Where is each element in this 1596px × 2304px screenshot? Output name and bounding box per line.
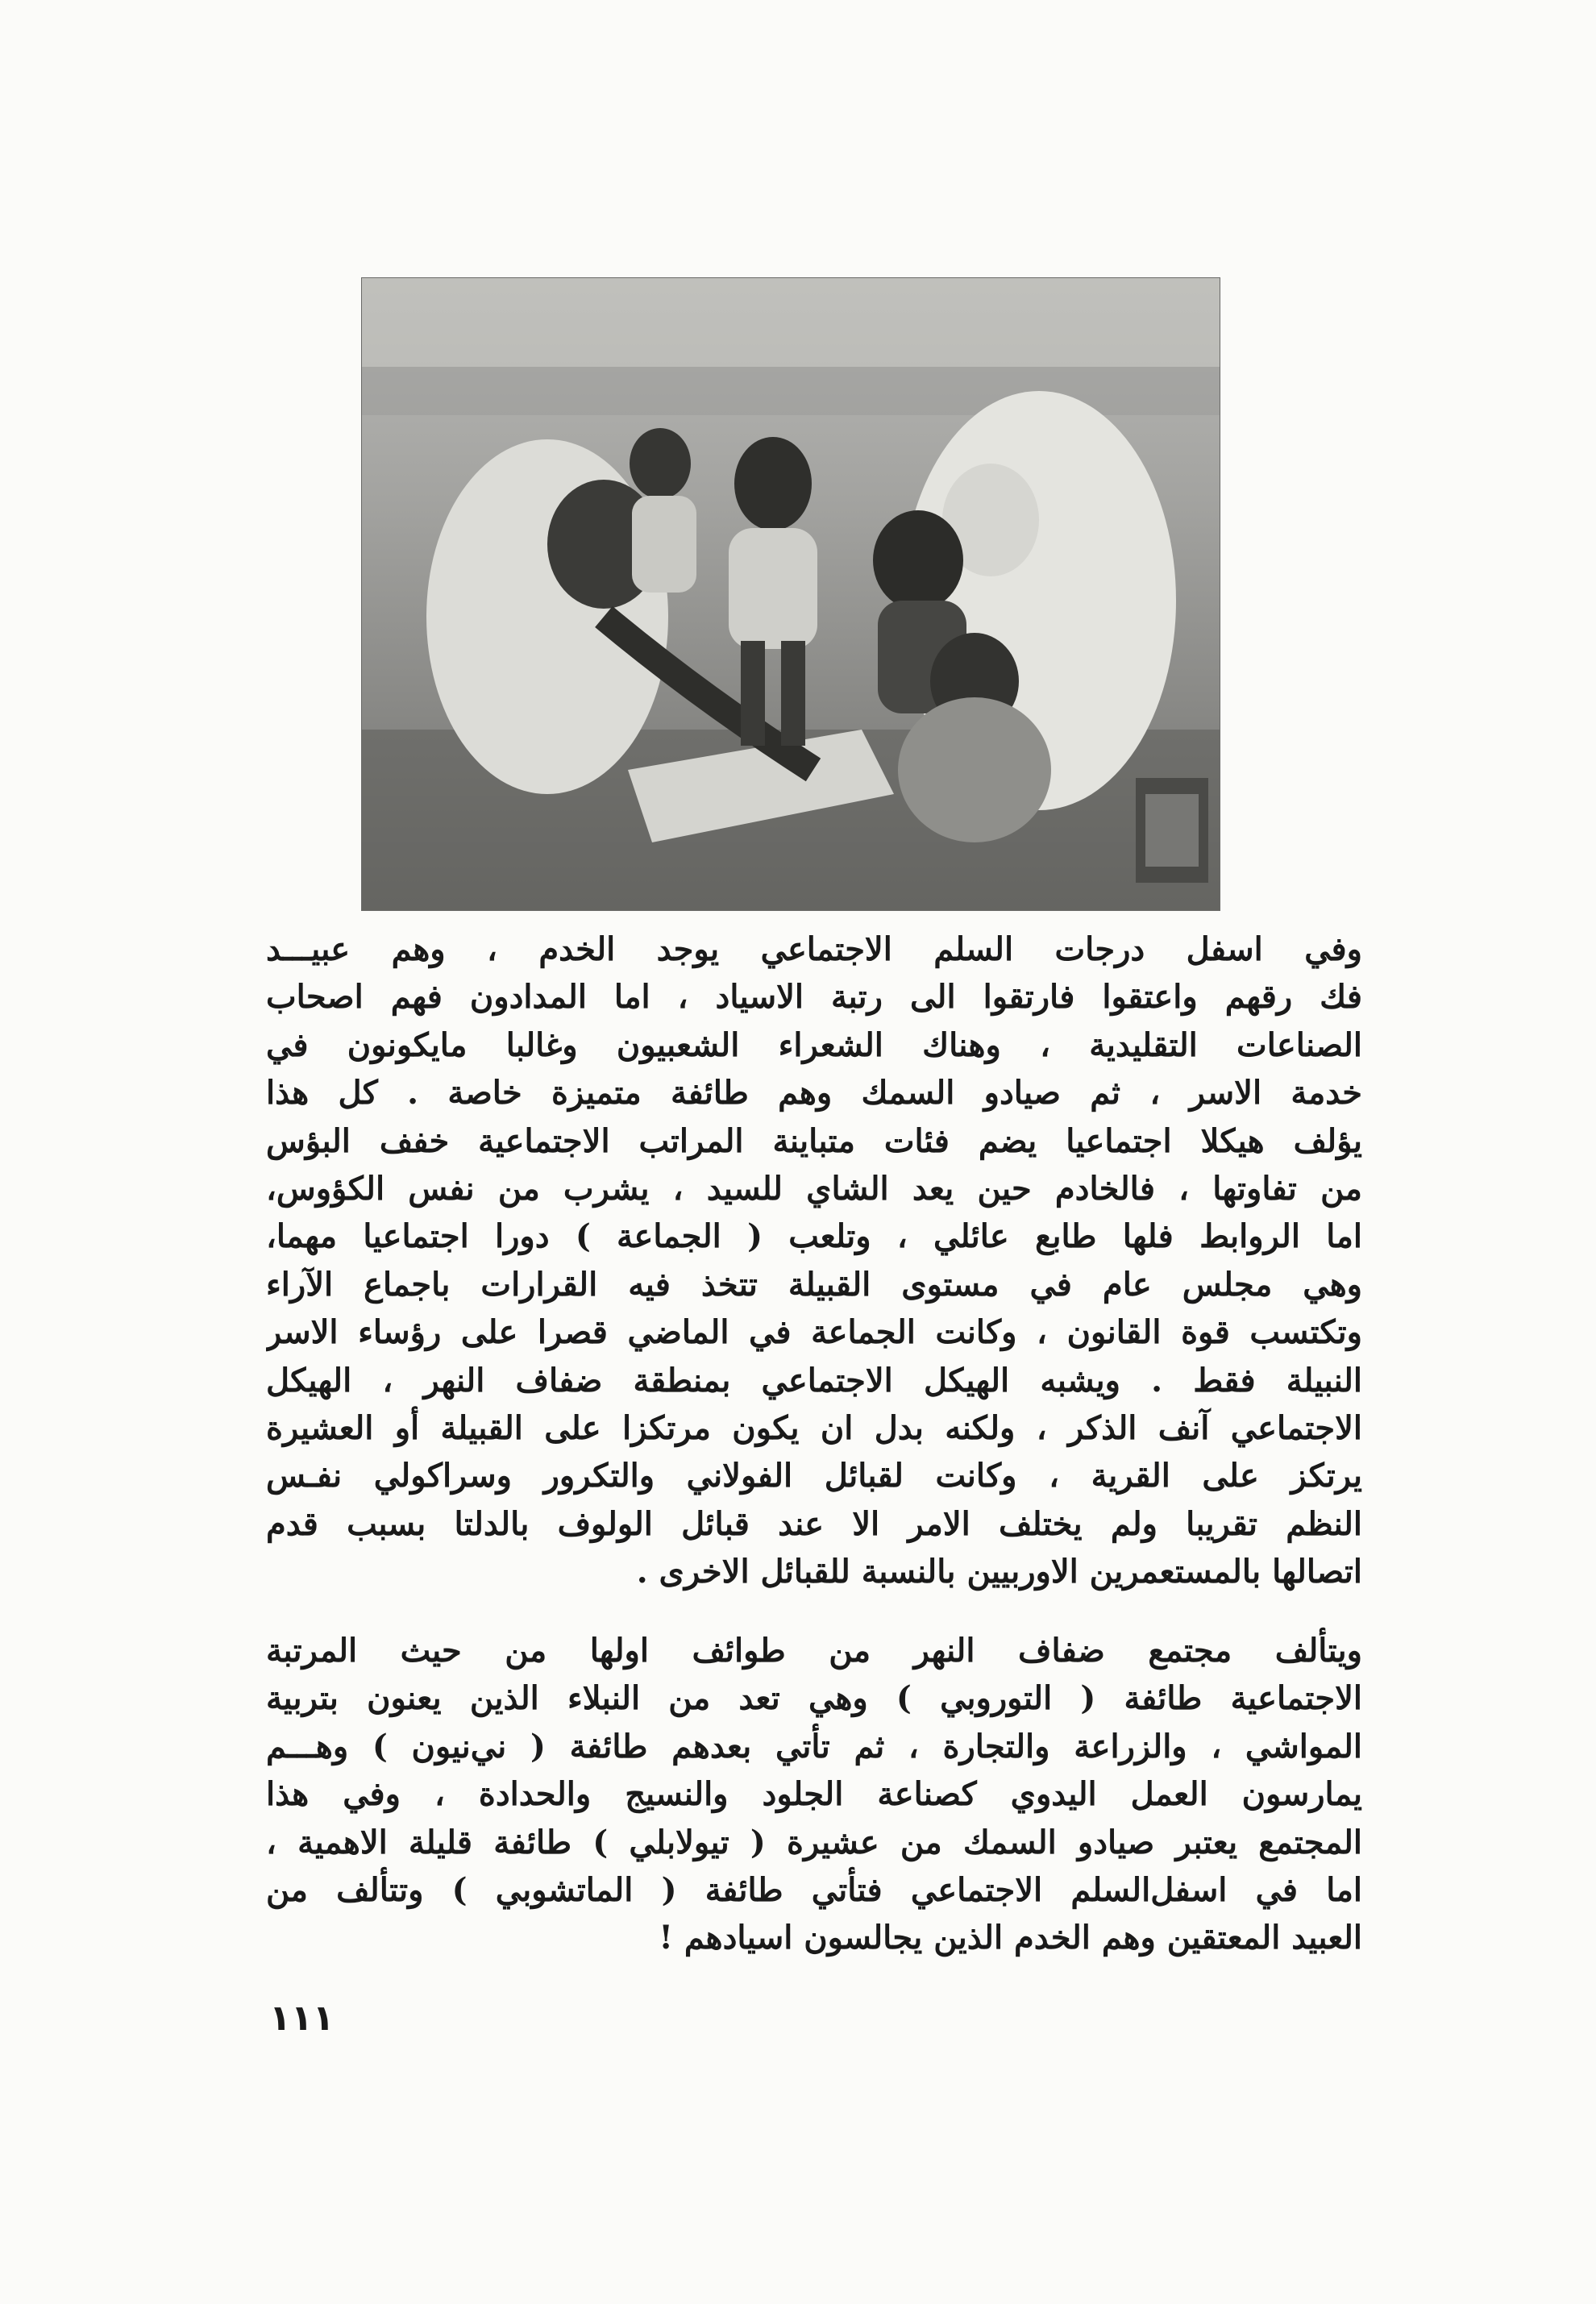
paragraph-1-line: فك رقهم واعتقوا فارتقوا الى رتبة الاسياد ، اما المدادون فهم اصحاب	[266, 978, 1362, 1017]
paragraph-1-line: اتصالها بالمستعمرين الاوربيين بالنسبة للقبائل الاخرى .	[636, 1553, 1362, 1591]
paragraph-2-line: الاجتماعية طائفة ( التوروبي ) وهي تعد من النبلاء الذين يعنون بتربية	[266, 1679, 1362, 1718]
paragraph-1	[266, 925, 1362, 1595]
page-number: ١١١	[269, 1998, 335, 2039]
paragraph-1-line: النظم تقريبا ولم يختلف الامر الا عند قبائل الولوف بالدلتا بسبب قدم	[266, 1504, 1362, 1543]
paragraph-2-line: المجتمع يعتبر صيادو السمك من عشيرة ( تيولابلي ) طائفة قليلة الاهمية ،	[266, 1823, 1362, 1861]
paragraph-1-line: الصناعات التقليدية ، وهناك الشعراء الشعبيون وغالبا مايكونون في	[266, 1025, 1362, 1064]
paragraph-2-line: يمارسون العمل اليدوي كصناعة الجلود والنسيج والحدادة ، وفي هذا	[266, 1775, 1362, 1814]
paragraph-2-line: العبيد المعتقين وهم الخدم الذين يجالسون اسيادهم !	[659, 1919, 1362, 1957]
paragraph-1-line: من تفاوتها ، فالخادم حين يعد الشاي للسيد ، يشرب من نفس الكؤوس،	[266, 1169, 1362, 1208]
paragraph-1-line: يرتكز على القرية ، وكانت لقبائل الفولاني والتكرور وسراكولي نفـس	[266, 1457, 1362, 1495]
photo-children-playing-icon	[362, 278, 1220, 910]
paragraph-1-line: خدمة الاسر ، ثم صيادو السمك وهم طائفة متميزة خاصة . كل هذا	[266, 1074, 1362, 1112]
photo	[361, 277, 1220, 911]
paragraph-2-line: ويتألف مجتمع ضفاف النهر من طوائف اولها من حيث المرتبة	[266, 1632, 1362, 1670]
paragraph-1-line: وتكتسب قوة القانون ، وكانت الجماعة في الماضي قصرا على رؤساء الاسر	[266, 1313, 1362, 1352]
paragraph-1-line: النبيلة فقط . ويشبه الهيكل الاجتماعي بمنطقة ضفاف النهر ، الهيكل	[266, 1361, 1362, 1399]
paragraph-2-line: اما في اسفل‌السلم الاجتماعي فتأتي طائفة ( الماتشوبي ) وتتألف من	[266, 1870, 1362, 1909]
paragraph-1-line: وهي مجلس عام في مستوى القبيلة تتخذ فيه القرارات باجماع الآراء	[266, 1265, 1362, 1304]
paragraph-1-line: يؤلف هيكلا اجتماعيا يضم فئات متباينة المراتب الاجتماعية خفف البؤس	[266, 1121, 1362, 1160]
paragraph-1-line: اما الروابط فلها طابع عائلي ، وتلعب ( الجماعة ) دورا اجتماعيا مهما،	[266, 1217, 1362, 1256]
paragraph-1-line: الاجتماعي آنف الذكر ، ولكنه بدل ان يكون مرتكزا على القبيلة أو العشيرة	[266, 1408, 1362, 1447]
paragraph-1-line: وفي اسفل درجات السلم الاجتماعي يوجد الخدم ، وهم عبيـــد	[266, 930, 1362, 968]
paragraph-2	[266, 1627, 1362, 1962]
paragraph-2-line: المواشي ، والزراعة والتجارة ، ثم تأتي بعدهم طائفة ( ني‌نيون ) وهـــم	[266, 1727, 1362, 1765]
